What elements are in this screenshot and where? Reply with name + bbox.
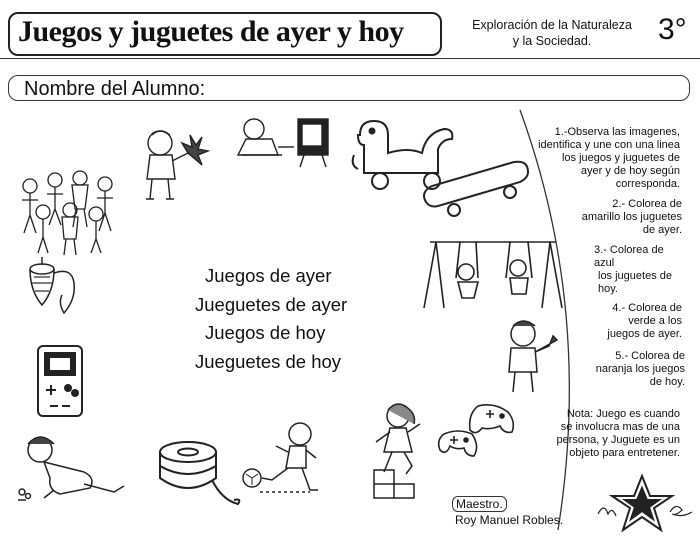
child-videogame-icon bbox=[232, 115, 334, 171]
swings-icon bbox=[420, 226, 565, 310]
gamepads-icon bbox=[440, 402, 520, 466]
word-juguetes-hoy: Jueguetes de hoy bbox=[195, 350, 342, 372]
note: Nota: Juego es cuando se involucra mas de una persona, y Juguete es un objeto para entretener. bbox=[556, 408, 680, 459]
girl-hopscotch-icon bbox=[352, 400, 432, 500]
child-toy-gun-icon bbox=[503, 318, 558, 396]
subject bbox=[462, 17, 642, 49]
child-marbles-icon bbox=[14, 434, 134, 504]
yoyo-icon bbox=[152, 438, 242, 510]
word-juegos-ayer: Juegos de ayer bbox=[205, 265, 332, 286]
page-title: Juegos y juguetes de ayer y hoy bbox=[18, 15, 404, 48]
subject-line-1: Exploración de la Naturaleza bbox=[472, 18, 632, 32]
skateboard-icon bbox=[420, 158, 535, 222]
maestro-name: Roy Manuel Robles. bbox=[455, 513, 564, 527]
instruction-1: 1.-Observa las imagenes, identifica y une con una linea los juegos y juguetes de ayer y de hoy según corresponda. bbox=[538, 126, 680, 190]
instruction-4: 4.- Colorea de verde a los juegos de ayer. bbox=[607, 302, 682, 340]
instruction-3: 3.- Colorea de azul los juguetes de hoy. bbox=[594, 244, 672, 295]
handheld-console-icon bbox=[34, 344, 86, 418]
child-pinwheel-icon bbox=[130, 125, 200, 205]
children-circle-icon bbox=[10, 168, 128, 258]
subject-line-2: y la Sociedad. bbox=[512, 34, 592, 48]
star-logo-icon bbox=[596, 474, 696, 534]
child-soccer-icon bbox=[240, 420, 330, 500]
center-word-list bbox=[195, 262, 347, 376]
student-name-label: Nombre del Alumno: bbox=[24, 78, 206, 100]
spinning-top-icon bbox=[22, 253, 92, 317]
grade: 3° bbox=[658, 13, 687, 46]
maestro-label: Maestro. bbox=[452, 496, 507, 512]
header-divider bbox=[0, 58, 700, 59]
instruction-5: 5.- Colorea de naranja los juegos de hoy. bbox=[595, 350, 685, 388]
word-juegos-hoy: Juegos de hoy bbox=[205, 322, 326, 343]
instruction-2: 2.- Colorea de amarillo los juguetes de ayer. bbox=[581, 198, 682, 236]
word-juguetes-ayer: Jueguetes de ayer bbox=[195, 293, 348, 315]
